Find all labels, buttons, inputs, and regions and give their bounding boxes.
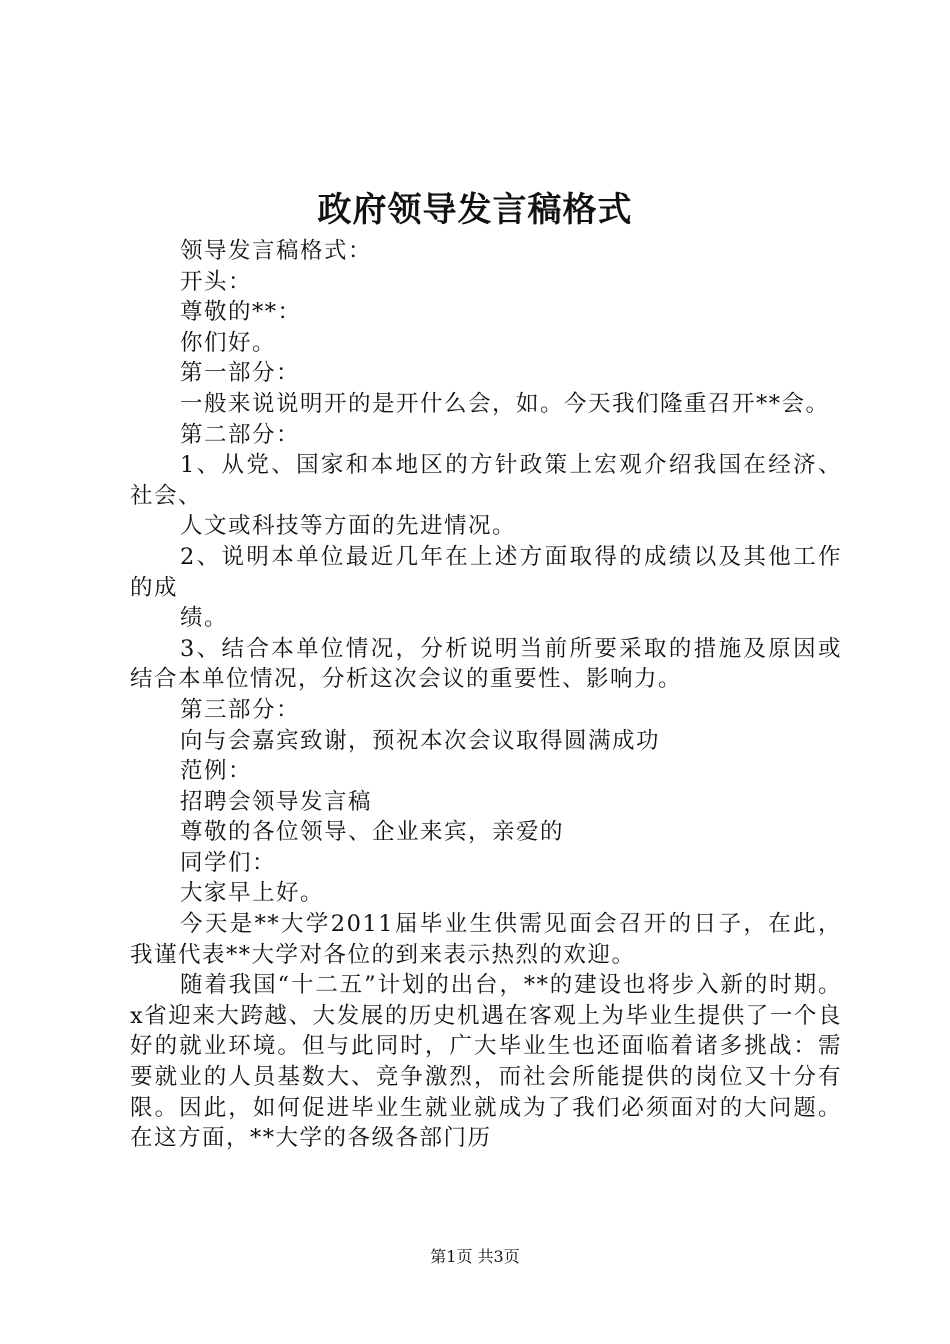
paragraph: 3、结合本单位情况，分析说明当前所要采取的措施及原因或结合本单位情况，分析这次会议的重要性、影响力。 — [130, 635, 842, 693]
paragraph: 1、从党、国家和本地区的方针政策上宏观介绍我国在经济、社会、 — [130, 452, 842, 509]
paragraph: 随着我国“十二五”计划的出台，**的建设也将步入新的时期。x省迎来大跨越、大发展的历史机遇在客观上为毕业生提供了一个良好的就业环境。但与此同时，广大毕业生也还面临着诸多挑战：需要就业的人员基数大、竞争激烈，而社会所能提供的岗位又十分有限。因此，如何促进毕业生就业就成为了我们必须面对的大问题。在这方面，**大学的各级各部门历 — [130, 972, 842, 1152]
page-footer: 第1页 共3页 — [430, 1247, 520, 1266]
paragraph: 范例： — [180, 758, 253, 785]
paragraph: 绩。 — [180, 605, 229, 632]
paragraph: 第一部分： — [180, 360, 301, 387]
paragraph: 第二部分： — [180, 421, 301, 448]
paragraph: 开头： — [180, 268, 253, 295]
paragraph: 同学们： — [180, 849, 277, 876]
paragraph: 招聘会领导发言稿 — [180, 788, 373, 815]
paragraph: 尊敬的**： — [180, 299, 302, 326]
paragraph: 第三部分： — [180, 696, 301, 723]
paragraph: 领导发言稿格式： — [180, 238, 373, 264]
paragraph: 一般来说说明开的是开什么会，如。今天我们隆重召开**会。 — [180, 390, 830, 417]
paragraph: 向与会嘉宾致谢，预祝本次会议取得圆满成功 — [180, 727, 661, 754]
document-body — [130, 236, 842, 1154]
document-title: 政府领导发言稿格式 — [317, 190, 633, 230]
paragraph: 2、说明本单位最近几年在上述方面取得的成绩以及其他工作的成 — [130, 543, 842, 601]
paragraph: 尊敬的各位领导、企业来宾，亲爱的 — [180, 819, 565, 846]
paragraph: 今天是**大学2011届毕业生供需见面会召开的日子，在此，我谨代表**大学对各位的到来表示热烈的欢迎。 — [130, 911, 842, 968]
paragraph: 大家早上好。 — [180, 880, 325, 907]
paragraph: 你们好。 — [180, 329, 277, 356]
paragraph: 人文或科技等方面的先进情况。 — [180, 513, 517, 540]
